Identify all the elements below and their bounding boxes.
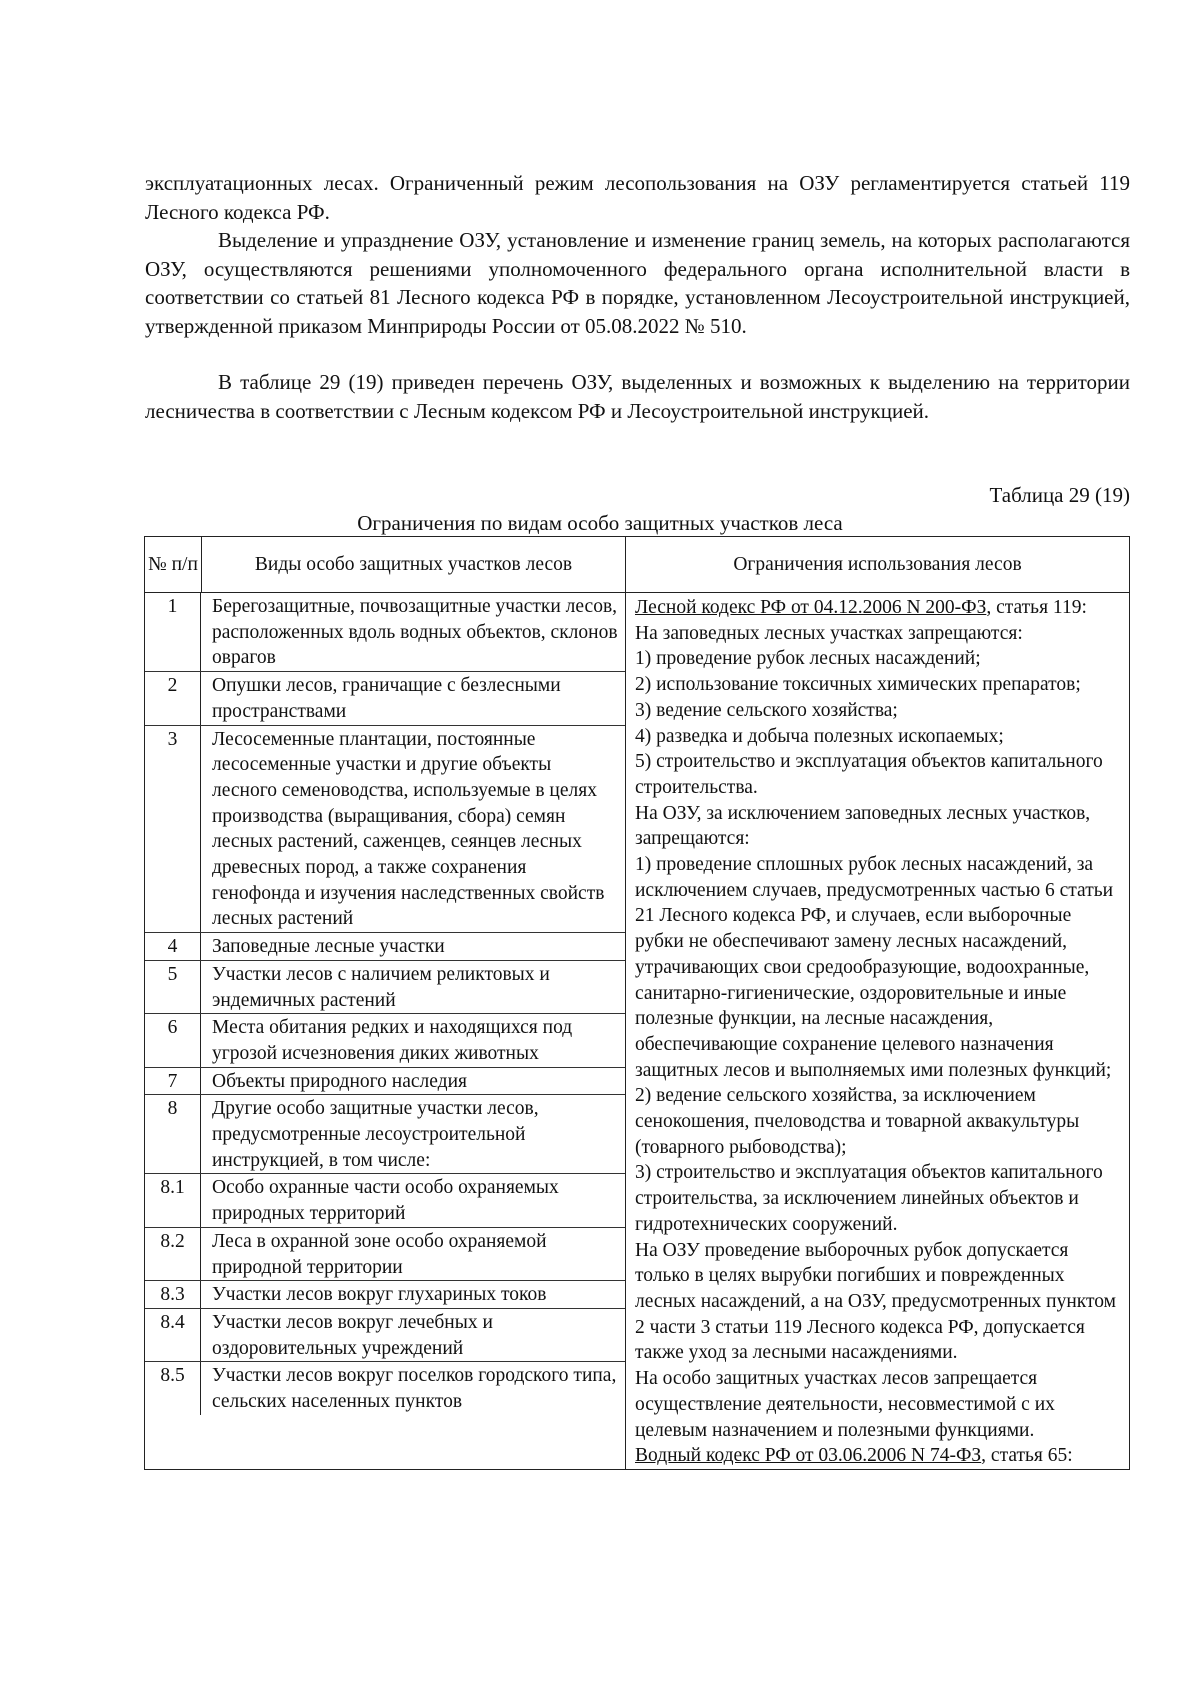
row-num: 8.5 (145, 1362, 201, 1414)
table-row (145, 961, 625, 1014)
table-row (145, 1362, 625, 1414)
row-kind: Заповедные лесные участки (212, 936, 445, 958)
restriction-text: На заповедных лесных участках запрещаются: 1) проведение рубок лесных насаждений; 2) использование токсичных химических препаратов; 3) ведение сельского хозяйства; 4) разведка и добыча полезных ископаемых; 5) строительство и эксплуатация объектов капитального строительства. На ОЗУ, за исключением заповедных лесных участков, запрещаются: 1) проведение сплошных рубок лесных насаждений, за исключением случаев, предусмотренных частью 6 статьи 21 Лесного кодекса РФ, и случаев, если выборочные рубки не обеспечивают замену лесных насаждений, утрачивающих свои средообразующие, водоохранные, санитарно-гигиенические, оздоровительные и иные полезные функции, на лесные насаждения, обеспечивающие сохранение целевого назначения защитных лесов и выполняемых ими полезных функций; 2) ведение сельского хозяйства, за исключением сенокошения, пчеловодства и товарной аквакультуры (товарного рыбоводства); 3) строительство и эксплуатация объектов капитального строительства, за исключением линейных объектов и гидротехнических сооружений. На ОЗУ проведение выборочных рубок допускается только в целях вырубки погибших и поврежденных лесных насаждений, а на ОЗУ, предусмотренных пунктом 2 части 3 статьи 119 Лесного кодекса РФ, допускается также уход за лесными насаждениями. На особо защитных участках лесов запрещается осуществление деятельности, несовместимой с их целевым назначением и полезными функциями. (635, 622, 1116, 1441)
header-restriction: Ограничения использования лесов (733, 553, 1022, 575)
forest-code-article: , статья 119: (986, 597, 1087, 618)
law-citation-forest-code (635, 595, 1121, 621)
paragraph-text: Выделение и упразднение ОЗУ, установление и изменение границ земель, на которых располагаются ОЗУ, осуществляются решениями уполномоченного федерального органа исполнительной власти в соответствии со статьей 81 Лесного кодекса РФ в порядке, установленном Лесоустроительной инструкцией, утвержденной приказом Минприроды России от 05.08.2022 № 510. (145, 228, 1130, 338)
table-title: Ограничения по видам особо защитных участков леса (357, 511, 843, 535)
paragraph-text: эксплуатационных лесах. Ограниченный режим лесопользования на ОЗУ регламентируется статьей 119 Лесного кодекса РФ. (145, 171, 1130, 224)
row-kind: Места обитания редких и находящихся под угрозой исчезновения диких животных (212, 1017, 573, 1064)
table-body (145, 593, 1129, 1469)
table-header-row (145, 537, 1129, 593)
row-kind: Берегозащитные, почвозащитные участки лесов, расположенных вдоль водных объектов, склонов оврагов (212, 596, 618, 669)
row-kind: Участки лесов вокруг поселков городского типа, сельских населенных пунктов (212, 1365, 617, 1413)
row-kind: Лесосеменные плантации, постоянные лесосеменные участки и другие объекты лесного семеноводства, используемые в целях производства (выращивания, сбора) семян лесных растений, саженцев, сеянцев лесных древесных пород, а также сохранения генофонда и изучения наследственных свойств лесных растений (212, 728, 605, 930)
paragraph-intro-continuation (145, 169, 1130, 226)
row-kind: Участки лесов вокруг глухариных токов (212, 1284, 547, 1306)
header-kind: Виды особо защитных участков лесов (202, 537, 626, 592)
table-row (145, 1174, 625, 1227)
paragraph-ozu-allocation (145, 226, 1130, 340)
table-row (145, 1309, 625, 1362)
row-num: 8.4 (145, 1309, 201, 1361)
row-num: 8.3 (145, 1281, 201, 1308)
table-row (145, 1068, 625, 1096)
row-kind: Особо охранные части особо охраняемых природных территорий (212, 1177, 559, 1225)
table-row (145, 726, 625, 934)
water-code-link[interactable]: Водный кодекс РФ от 03.06.2006 N 74-ФЗ (635, 1445, 982, 1467)
table-row (145, 593, 625, 672)
header-num: № п/п (145, 537, 202, 592)
table-row (145, 1095, 625, 1174)
water-code-article: , статья 65: (981, 1445, 1073, 1467)
row-num: 2 (145, 672, 201, 724)
row-num: 5 (145, 961, 201, 1013)
row-num: 8 (145, 1095, 201, 1173)
table-row (145, 1014, 625, 1067)
table-row (145, 1228, 625, 1281)
restrictions-table (144, 536, 1130, 1470)
law-citation-water-code (635, 1443, 1121, 1469)
table-number: Таблица 29 (19) (989, 483, 1130, 507)
table-rows-column (145, 593, 626, 1469)
forest-code-link[interactable]: Лесной кодекс РФ от 04.12.2006 N 200-ФЗ (635, 597, 987, 618)
paragraph-table-reference (145, 368, 1130, 425)
row-num: 1 (145, 593, 201, 671)
row-num: 3 (145, 726, 201, 933)
table-row (145, 933, 625, 961)
row-kind: Участки лесов с наличием реликтовых и эндемичных растений (212, 963, 550, 1011)
row-num: 4 (145, 933, 201, 960)
row-kind: Другие особо защитные участки лесов, предусмотренные лесоустроительной инструкцией, в том числе: (212, 1098, 539, 1171)
row-num: 6 (145, 1014, 201, 1066)
row-kind: Опушки лесов, граничащие с безлесными пространствами (212, 675, 561, 722)
row-num: 8.2 (145, 1228, 201, 1280)
row-kind: Леса в охранной зоне особо охраняемой природной территории (212, 1230, 547, 1278)
row-num: 7 (145, 1068, 201, 1095)
paragraph-text: В таблице 29 (19) приведен перечень ОЗУ, выделенных и возможных к выделению на территории лесничества в соответствии с Лесным кодексом РФ и Лесоустроительной инструкцией. (145, 370, 1130, 423)
row-kind: Объекты природного наследия (212, 1070, 467, 1092)
row-num: 8.1 (145, 1174, 201, 1226)
restriction-cell (626, 593, 1129, 1469)
row-kind: Участки лесов вокруг лечебных и оздоровительных учреждений (212, 1311, 493, 1359)
table-row (145, 672, 625, 725)
table-row (145, 1281, 625, 1309)
